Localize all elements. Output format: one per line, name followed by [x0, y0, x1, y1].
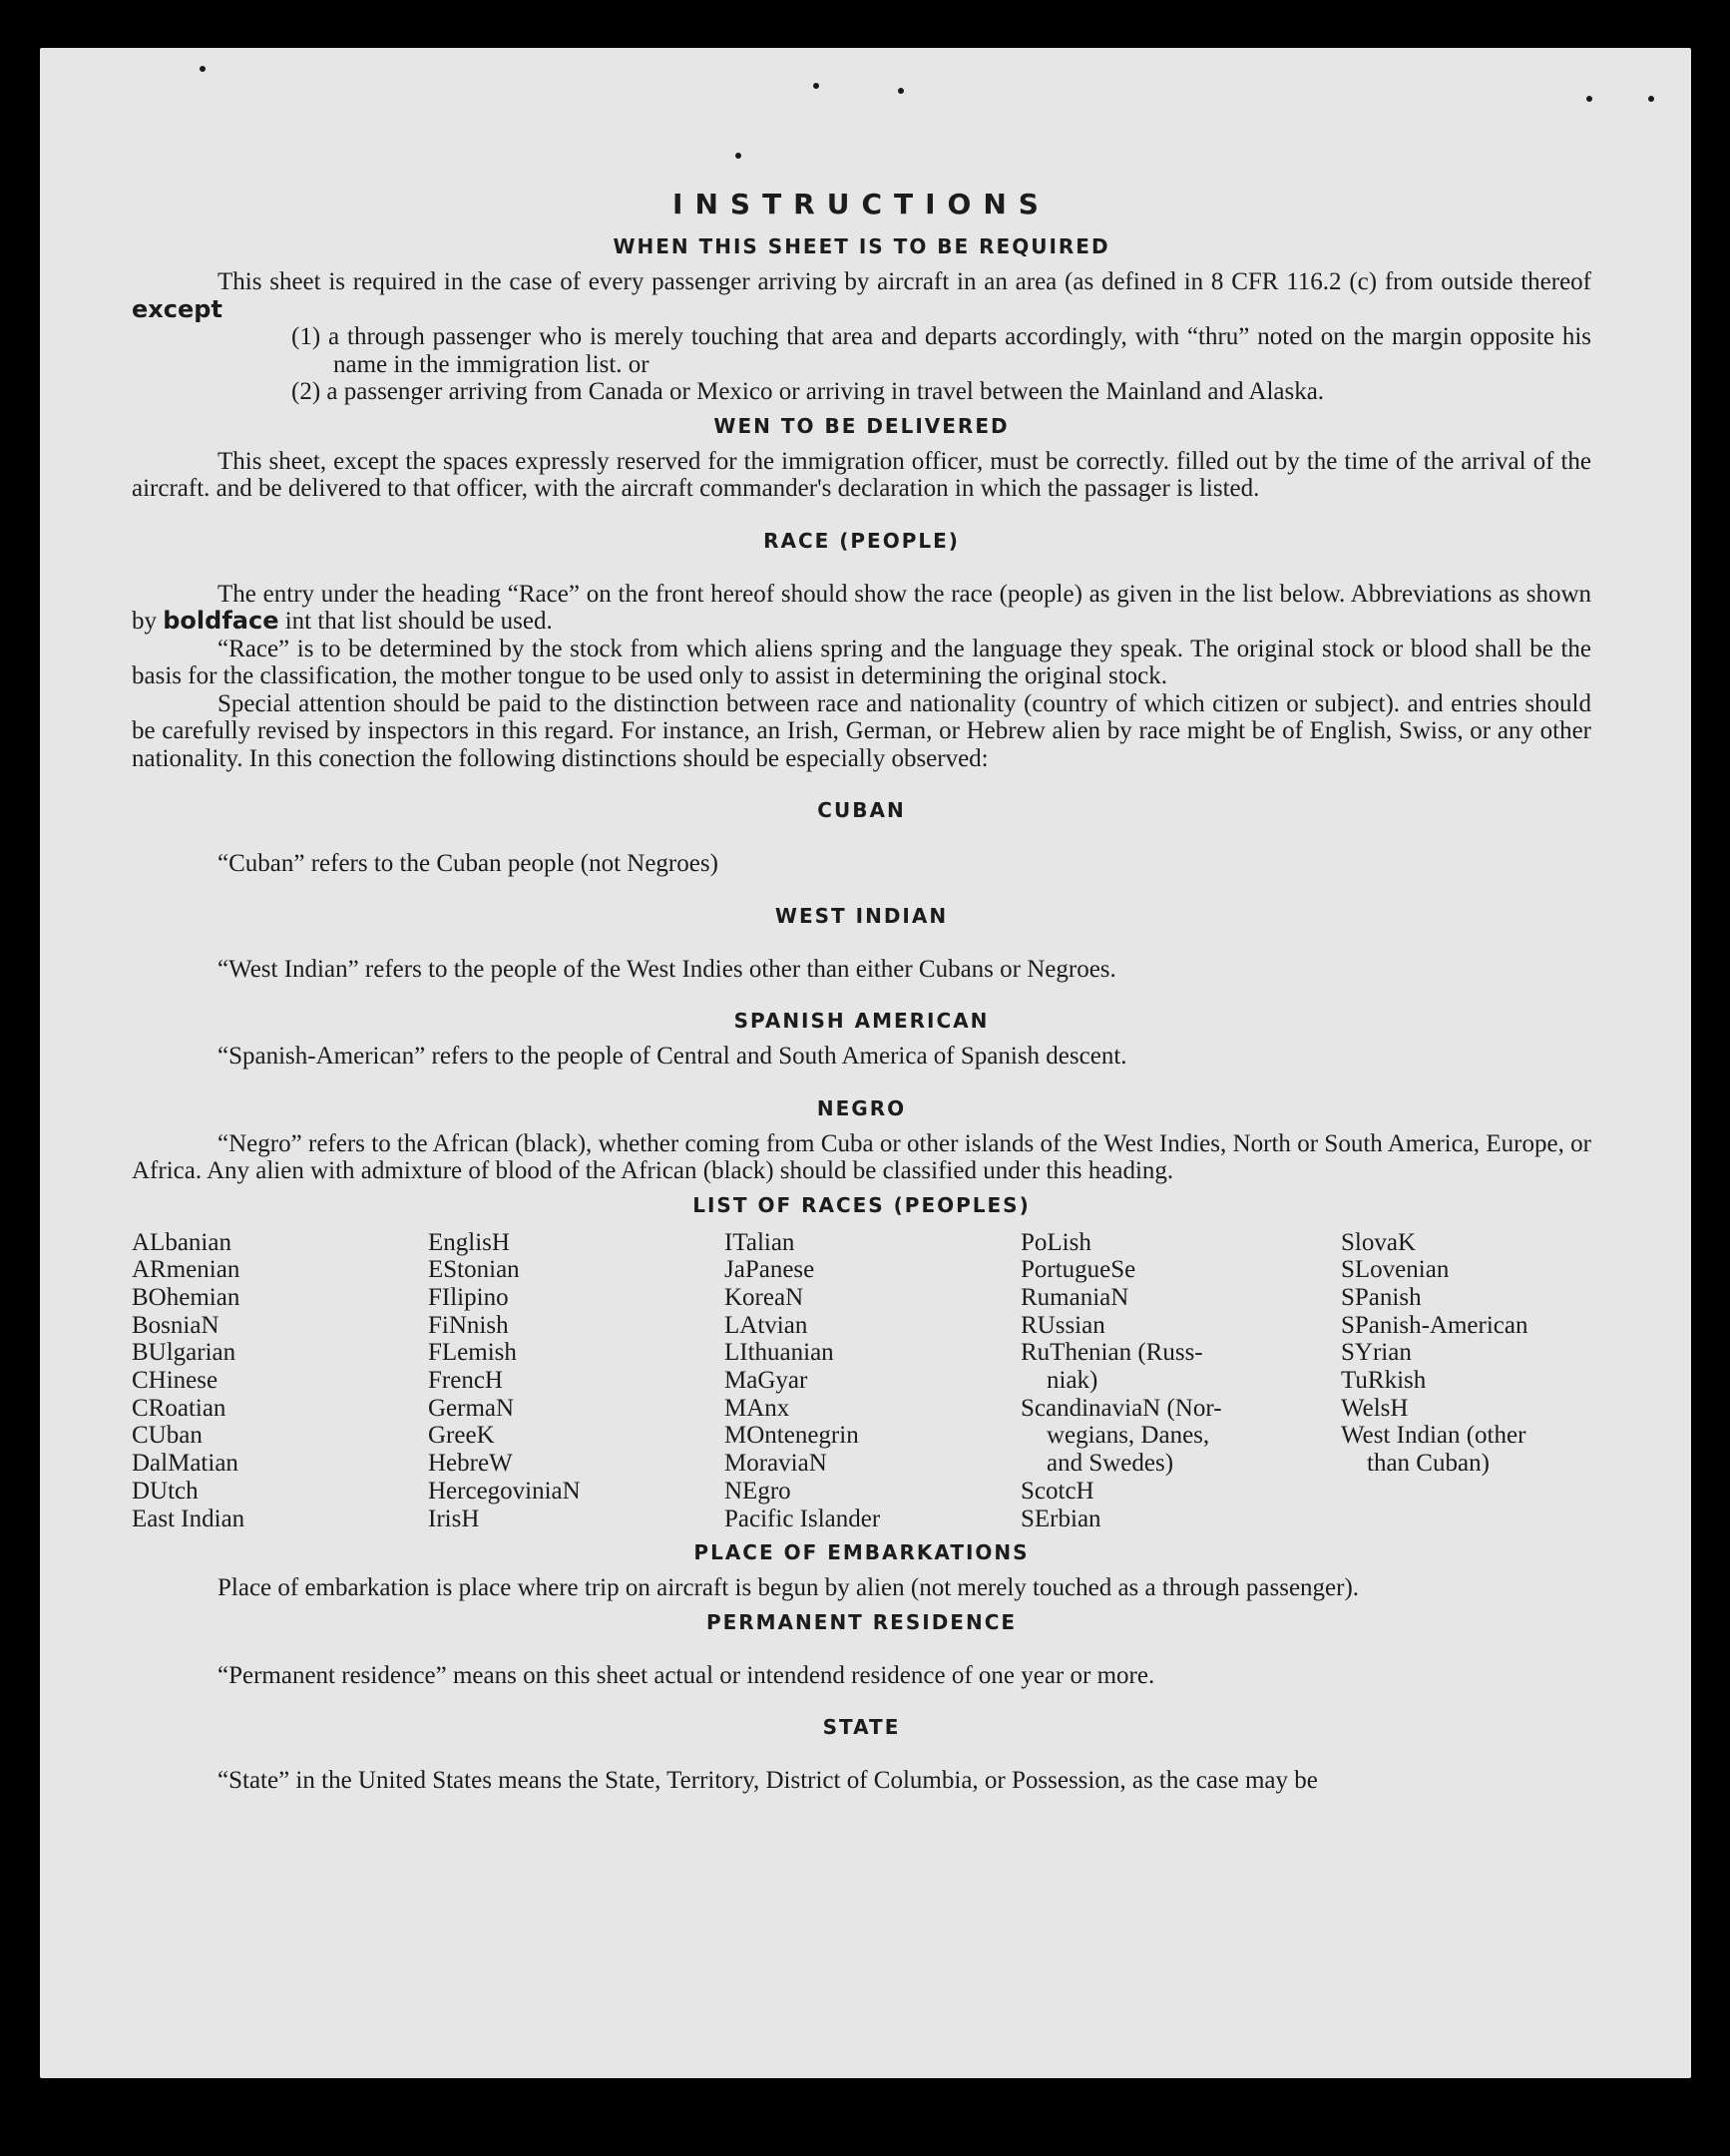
race-entry: KoreaN [724, 1283, 804, 1311]
race-entry: HebreW [428, 1450, 513, 1478]
section-heading-cuban: CUBAN [817, 798, 906, 822]
document-sheet [40, 48, 1691, 2078]
west-indian-text: “West Indian” refers to the people of the West Indies other than either Cubans or Negroes. [217, 955, 1116, 983]
race-entry: ScotcH [1021, 1477, 1094, 1505]
race-entry: FIlipino [428, 1283, 509, 1311]
when-required-intro [132, 268, 1591, 323]
race-entry: IrisH [428, 1505, 480, 1532]
race-entry: NEgro [724, 1477, 791, 1505]
race-entry: ScandinaviaN (Nor- [1021, 1394, 1222, 1422]
print-speck [898, 88, 904, 94]
race-entry: PoLish [1021, 1228, 1091, 1256]
exception-list [132, 323, 1591, 406]
race-entry: BOhemian [132, 1283, 240, 1311]
state-text: “State” in the United States means the State, Territory, District of Columbia, or Possession, as the case may be [217, 1767, 1318, 1795]
cuban-text: “Cuban” refers to the Cuban people (not Negroes) [217, 850, 718, 877]
race-entry: MOntenegrin [724, 1422, 859, 1450]
page-title: INSTRUCTIONS [672, 188, 1051, 220]
race-entry: ALbanian [132, 1228, 231, 1256]
race-column [1341, 1229, 1591, 1533]
race-entry: RuThenian (Russ- [1021, 1339, 1203, 1367]
section-heading-list-of-races: LIST OF RACES (PEOPLES) [692, 1192, 1031, 1217]
race-entry: SLovenian [1341, 1256, 1450, 1284]
print-speck [1648, 96, 1654, 102]
race-entry: GreeK [428, 1422, 495, 1450]
race-entry: West Indian (other [1341, 1422, 1526, 1450]
race-entry-continued: wegians, Danes, [1047, 1422, 1210, 1450]
race-entry: FiNnish [428, 1311, 509, 1339]
race-paragraph-2: “Race” is to be determined by the stock from which aliens spring and the language they speak. The original stock or blood shall be the basis for the classification, the mother tongue to be used only to assist in determining the original stock. [132, 635, 1591, 689]
instructions-content [132, 188, 1591, 1795]
section-heading-race: RACE (PEOPLE) [763, 528, 960, 553]
negro-text: “Negro” refers to the African (black), whether coming from Cuba or other islands of the West Indies, North or South America, Europe, or Africa. Any alien with admixture of blood of the African (black) should be classified under this heading. [132, 1129, 1591, 1184]
section-heading-west-indian: WEST INDIAN [774, 903, 949, 928]
race-entry: CHinese [132, 1367, 218, 1395]
race-entry: LAtvian [724, 1311, 808, 1339]
race-entry: SPanish [1341, 1283, 1422, 1311]
embarkation-text: Place of embarkation is place where trip on aircraft is begun by alien (not merely touched as a through passenger). [217, 1574, 1360, 1602]
race-column [132, 1229, 428, 1533]
permanent-residence-text: “Permanent residence” means on this sheet actual or intendend residence of one year or more. [217, 1661, 1155, 1689]
race-entry: BosniaN [132, 1311, 219, 1339]
section-heading-negro: NEGRO [816, 1095, 907, 1120]
race-entry-continued: niak) [1047, 1367, 1098, 1395]
race-entry: MaGyar [724, 1367, 808, 1395]
print-speck [813, 83, 819, 89]
race-entry: SYrian [1341, 1339, 1412, 1367]
section-heading-when-required: WHEN THIS SHEET IS TO BE REQUIRED [613, 234, 1110, 258]
race-entry: TuRkish [1341, 1367, 1427, 1395]
race-entry: ITalian [724, 1228, 795, 1256]
exception-item: (2) a passenger arriving from Canada or Mexico or arriving in travel between the Mainland and Alaska. [291, 378, 1325, 405]
race-entry: CUban [132, 1422, 203, 1450]
race-p1-text: The entry under the heading “Race” on the front hereof should show the race (people) as given in the list below. Abbreviations as shown by [132, 580, 1591, 635]
boldface-word: boldface [163, 607, 279, 635]
race-entry: GermaN [428, 1394, 515, 1422]
race-entry: RUssian [1021, 1311, 1105, 1339]
race-entry-continued: and Swedes) [1047, 1450, 1174, 1478]
print-speck [1586, 96, 1592, 102]
race-column [1021, 1229, 1341, 1533]
race-entry: SlovaK [1341, 1228, 1416, 1256]
race-entry: WelsH [1341, 1394, 1409, 1422]
race-column [428, 1229, 724, 1533]
race-entry: SPanish-American [1341, 1311, 1528, 1339]
race-entry: East Indian [132, 1505, 245, 1532]
spanish-american-text: “Spanish-American” refers to the people of Central and South America of Spanish descent. [217, 1043, 1127, 1070]
race-entry: PortugueSe [1021, 1256, 1136, 1284]
print-speck [200, 66, 206, 72]
race-entry: DUtch [132, 1477, 199, 1505]
race-entry: MAnx [724, 1394, 790, 1422]
race-entry: BUlgarian [132, 1339, 236, 1367]
race-entry: SErbian [1021, 1505, 1101, 1532]
race-entry: LIthuanian [724, 1339, 834, 1367]
when-delivered-text: This sheet, except the spaces expressly reserved for the immigration officer, must be correctly. filled out by the time of the arrival of the aircraft. and be delivered to that officer, with the aircraft commander's declaration in which the passager is listed. [132, 447, 1591, 502]
except-word: except [132, 294, 222, 323]
race-entry: MoraviaN [724, 1450, 827, 1478]
print-speck [735, 153, 741, 159]
section-heading-state: STATE [822, 1715, 901, 1740]
race-entry: RumaniaN [1021, 1283, 1129, 1311]
race-entry: CRoatian [132, 1394, 226, 1422]
section-heading-when-delivered: WEN TO BE DELIVERED [713, 413, 1010, 438]
race-entry: DalMatian [132, 1450, 238, 1478]
race-entry: FLemish [428, 1339, 517, 1367]
race-entry: HercegovinіaN [428, 1477, 581, 1505]
race-column [724, 1229, 1021, 1533]
section-heading-spanish-american: SPANISH AMERICAN [733, 1009, 990, 1033]
race-entry-continued: than Cuban) [1367, 1450, 1490, 1478]
race-entry: Pacific Islander [724, 1505, 881, 1532]
section-heading-permanent-residence: PERMANENT RESIDENCE [705, 1609, 1018, 1634]
exception-item: (1) a through passenger who is merely touching that area and departs accordingly, with “thru” noted on the margin opposite his name in the immigration list. or [291, 323, 1591, 378]
race-entry: JaPanese [724, 1256, 815, 1284]
race-entry: EStonian [428, 1256, 520, 1284]
section-heading-embarkation: PLACE OF EMBARKATIONS [693, 1540, 1030, 1565]
race-p1-tail: int that list should be used. [284, 608, 553, 635]
race-paragraph-1 [132, 581, 1591, 636]
race-paragraph-3: Special attention should be paid to the distinction between race and nationality (country of which citizen or subject). and entries should be carefully revised by inspectors in this regard. For instance, an Irish, German, or Hebrew alien by race might be of English, Swiss, or any other nationality. In this conection the following distinctions should be especially observed: [132, 689, 1591, 772]
race-entry: FrencH [428, 1367, 503, 1395]
race-entry: EnglisH [428, 1228, 510, 1256]
when-required-intro-text: This sheet is required in the case of every passenger arriving by aircraft in an area (as defined in 8 CFR 116.2 (c) from outside thereof [217, 268, 1591, 295]
race-list-table [132, 1229, 1591, 1533]
race-entry: ARmenian [132, 1256, 240, 1284]
